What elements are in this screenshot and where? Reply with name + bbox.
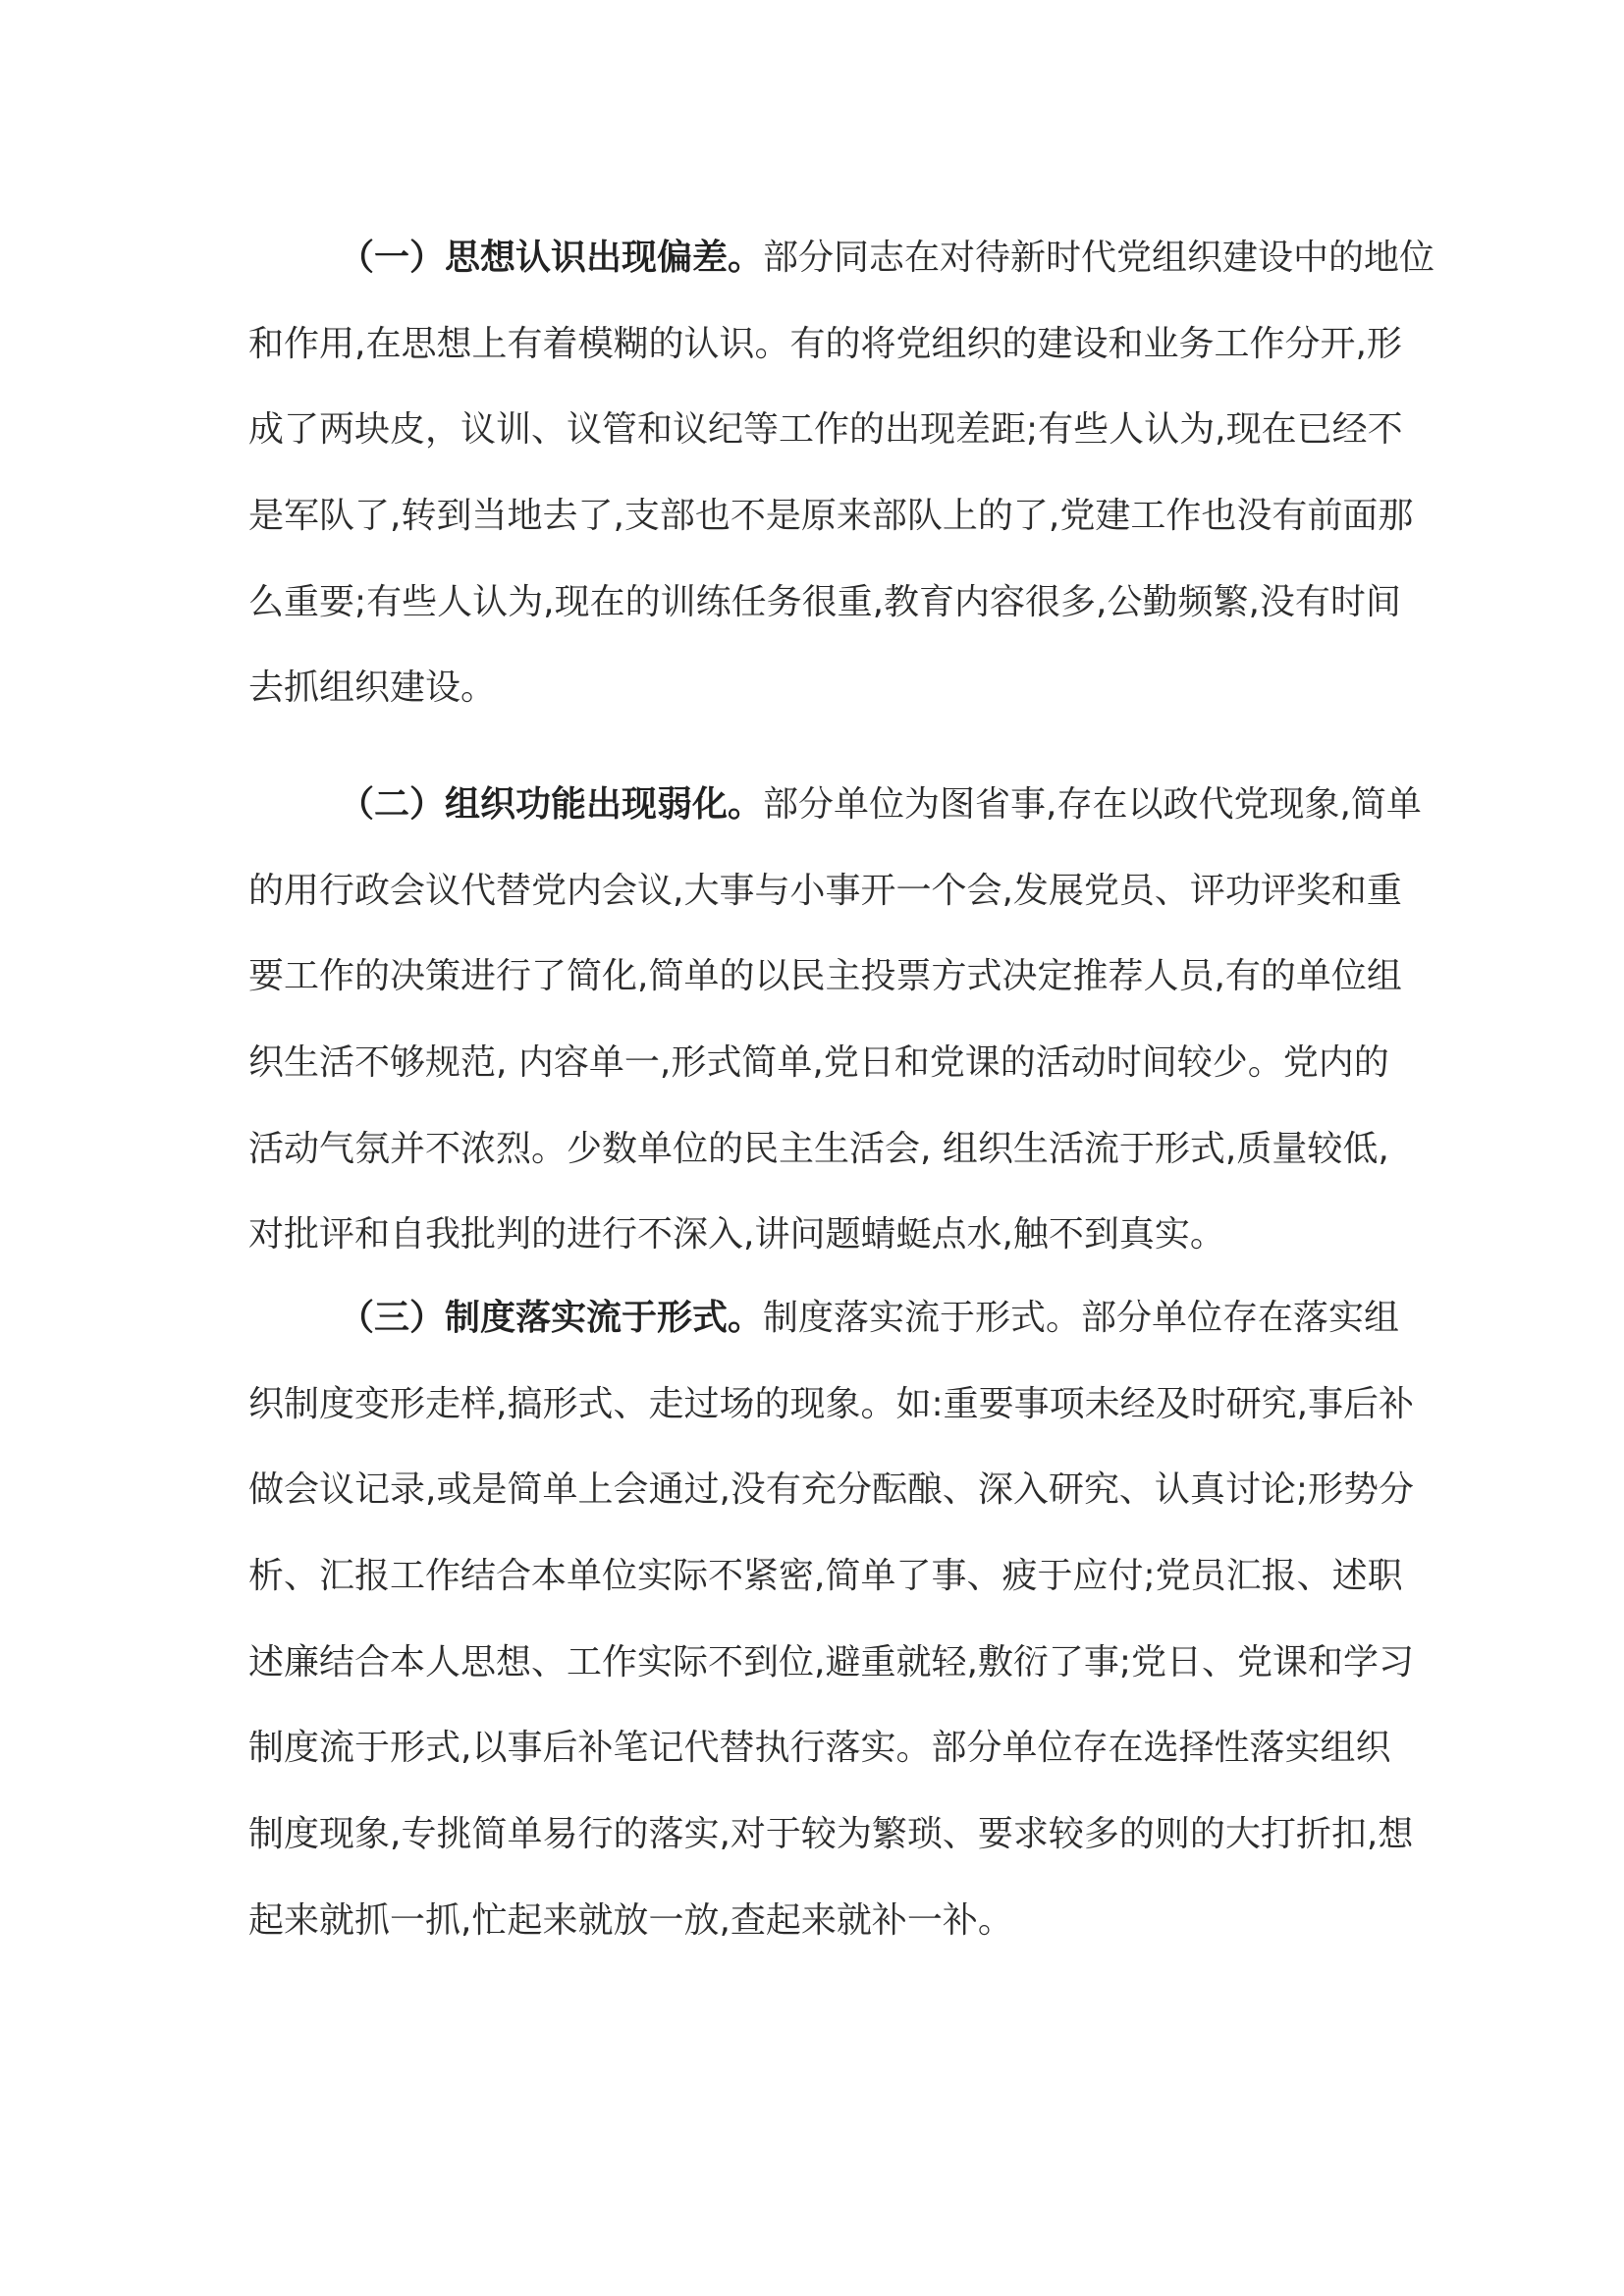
section-2-paragraph	[248, 762, 1422, 1278]
line-text: 部分同志在对待新时代党组织建设中的地位	[763, 238, 1435, 278]
paragraph-line: 要工作的决策进行了简化,简单的以民主投票方式决定推荐人员,有的单位组	[248, 956, 1402, 997]
paragraph-line: 起来就抓一抓,忙起来就放一放,查起来就补一补。	[248, 1899, 1013, 1941]
section-heading: （三）制度落实流于形式。	[339, 1298, 764, 1338]
paragraph-line: 活动气氛并不浓烈。少数单位的民主生活会, 组织生活流于形式,质量较低,	[248, 1128, 1389, 1169]
paragraph-line: 对批评和自我批判的进行不深入,讲问题蜻蜓点水,触不到真实。	[248, 1214, 1225, 1255]
section-heading: （一）思想认识出现偏差。	[339, 238, 764, 278]
section-3-paragraph	[248, 1275, 1415, 1964]
paragraph-line: 述廉结合本人思想、工作实际不到位,避重就轻,敷衍了事;党日、党课和学习	[248, 1641, 1415, 1682]
paragraph-line: 么重要;有些人认为,现在的训练任务很重,教育内容很多,公勤频繁,没有时间	[248, 581, 1401, 622]
paragraph-line	[248, 215, 1435, 301]
paragraph-line: 成了两块皮，议训、议管和议纪等工作的出现差距;有些人认为,现在已经不	[248, 409, 1403, 451]
section-heading: （二）组织功能出现弱化。	[339, 784, 764, 825]
paragraph-line	[248, 762, 1422, 848]
paragraph-line: 是军队了,转到当地去了,支部也不是原来部队上的了,党建工作也没有前面那	[248, 496, 1414, 537]
paragraph-line: 织制度变形走样,搞形式、走过场的现象。如:重要事项未经及时研究,事后补	[248, 1383, 1415, 1424]
line-text: 制度落实流于形式。部分单位存在落实组	[763, 1298, 1400, 1338]
line-text: 部分单位为图省事,存在以政代党现象,简单	[763, 784, 1422, 825]
paragraph-line: 做会议记录,或是简单上会通过,没有充分酝酿、深入研究、认真讨论;形势分	[248, 1469, 1415, 1511]
paragraph-line: 织生活不够规范, 内容单一,形式简单,党日和党课的活动时间较少。党内的	[248, 1042, 1389, 1084]
paragraph-line	[248, 1275, 1400, 1362]
paragraph-line: 去抓组织建设。	[248, 667, 497, 709]
paragraph-line: 和作用,在思想上有着模糊的认识。有的将党组织的建设和业务工作分开,形	[248, 323, 1402, 364]
paragraph-line: 制度现象,专挑简单易行的落实,对于较为繁琐、要求较多的则的大打折扣,想	[248, 1814, 1414, 1855]
paragraph-line: 制度流于形式,以事后补笔记代替执行落实。部分单位存在选择性落实组织	[248, 1728, 1391, 1769]
paragraph-line: 的用行政会议代替党内会议,大事与小事开一个会,发展党员、评功评奖和重	[248, 870, 1402, 911]
paragraph-line: 析、汇报工作结合本单位实际不紧密,简单了事、疲于应付;党员汇报、述职	[248, 1556, 1403, 1597]
section-1-paragraph	[248, 215, 1435, 731]
